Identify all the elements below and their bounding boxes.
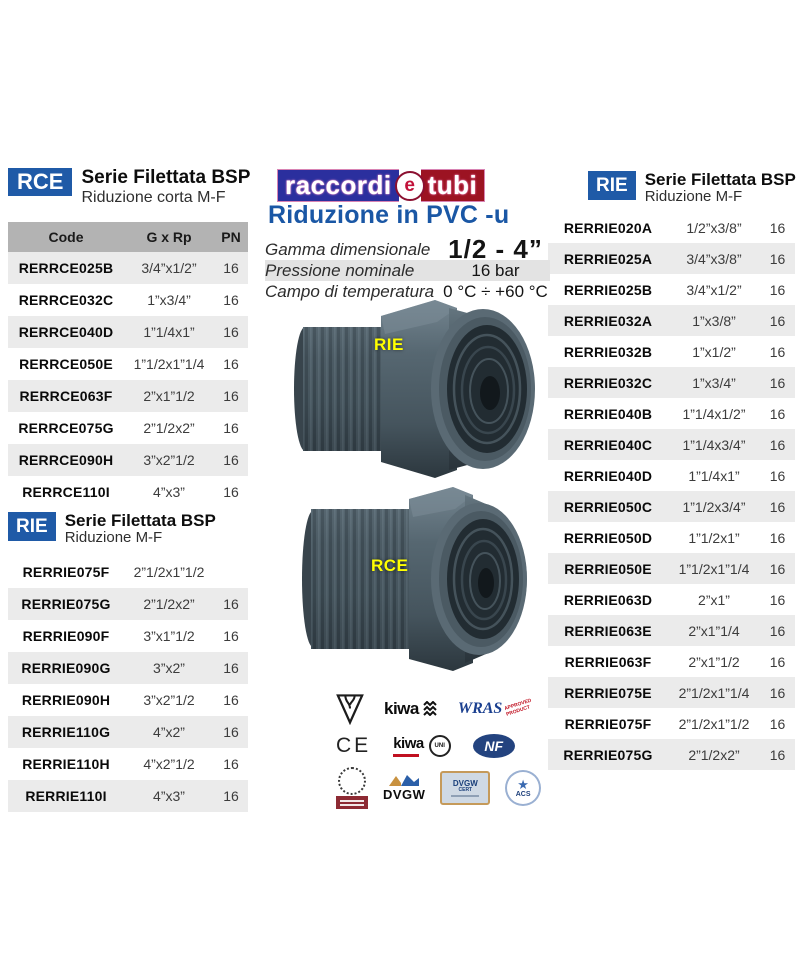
row-pn: 16 [769, 250, 786, 267]
product-photo-rce [297, 483, 531, 675]
brand-logo [277, 170, 485, 201]
dvgw-cert-label: DVGW [452, 778, 478, 788]
row-code: RERRIE050C [563, 498, 653, 515]
wras-sub-label: APPROVED PRODUCT [503, 697, 533, 718]
row-size: 1”x3/4” [147, 292, 191, 308]
row-size: 3”x2”1/2 [143, 692, 195, 708]
rce-series-title: Serie Filettata BSP [81, 167, 251, 188]
row-code: RERRIE050E [564, 560, 652, 577]
row-pn: 16 [223, 260, 239, 276]
dvgw-cert-line [451, 795, 479, 797]
row-size: 1”1/4x3/4” [682, 436, 746, 453]
row-code: RERRCE025B [18, 260, 114, 276]
row-code: RERRIE063E [564, 622, 652, 639]
cert-row-2 [336, 734, 541, 758]
cert-row-3 [336, 767, 541, 809]
bureau-veritas-seal-icon [338, 767, 366, 795]
spec-label: Campo di temperatura [265, 281, 435, 301]
wras-mark [457, 697, 533, 718]
table-row [548, 398, 795, 429]
row-size: 2”x1” [698, 591, 730, 608]
table-row [548, 212, 795, 243]
table-row [548, 305, 795, 336]
row-code: RERRIE090G [21, 660, 111, 676]
row-code: RERRIE040B [563, 405, 653, 422]
row-pn: 16 [769, 653, 786, 670]
table-row [548, 336, 795, 367]
row-pn: 16 [223, 724, 239, 740]
row-size: 1”1/2x1”1/4 [133, 356, 205, 372]
iip-triangle-icon [336, 692, 364, 725]
table-row [548, 491, 795, 522]
row-code: RERRIE075G [563, 746, 653, 763]
row-size: 1”1/4x1” [688, 467, 740, 484]
table-row [8, 380, 248, 412]
row-size: 4”x3” [153, 484, 185, 500]
dvgw-cert-sublabel: CERT [458, 786, 473, 793]
rie-right-series-title: Serie Filettata BSP [644, 170, 796, 189]
row-pn: 16 [223, 788, 239, 804]
row-code: RERRIE040C [563, 436, 653, 453]
rie-left-series-subtitle: Riduzione M-F [64, 529, 163, 547]
certification-logos [336, 692, 541, 809]
table-row [8, 252, 248, 284]
row-size: 2”x1”1/4 [688, 622, 740, 639]
row-pn: 16 [769, 312, 786, 329]
row-code: RERRIE032C [563, 374, 653, 391]
table-row [548, 367, 795, 398]
row-size: 3”x2”1/2 [143, 452, 195, 468]
row-code: RERRIE020A [563, 219, 653, 236]
row-size: 2”1/2x2” [143, 596, 195, 612]
table-row [548, 243, 795, 274]
row-pn: 16 [769, 219, 786, 236]
row-pn: 16 [769, 436, 786, 453]
row-pn: 16 [223, 420, 239, 436]
spec-label: Pressione nominale [265, 260, 415, 280]
row-code: RERRIE075F [564, 715, 652, 732]
row-code: RERRIE090H [21, 692, 111, 708]
kiwa-label: kiwa [384, 698, 419, 718]
row-code: RERRCE110I [22, 484, 110, 500]
row-pn: 16 [223, 484, 239, 500]
table-row [8, 444, 248, 476]
dvgw-label: DVGW [383, 787, 426, 802]
row-code: RERRIE032A [563, 312, 653, 329]
table-row [548, 615, 795, 646]
table-row [8, 748, 248, 780]
table-row [8, 780, 248, 812]
row-size: 1”1/4x1” [143, 324, 195, 340]
row-pn: 16 [223, 756, 239, 772]
row-code: RERRIE032B [563, 343, 653, 360]
brand-logo-raccordi: raccordi [277, 169, 399, 202]
row-size: 2”1/2x1”1/4 [678, 684, 750, 701]
acs-star-icon: ★ [517, 777, 529, 792]
kiwa-label: kiwa [393, 735, 424, 752]
nf-mark: NF [473, 734, 515, 758]
row-pn: 16 [223, 660, 239, 676]
row-size: 3/4”x1/2” [141, 260, 197, 276]
cert-row-1 [336, 692, 541, 725]
row-code: RERRIE063F [564, 653, 652, 670]
bureau-veritas-mark [336, 767, 368, 809]
dvgw-mark [383, 774, 425, 802]
row-pn: 16 [769, 343, 786, 360]
row-pn: 16 [769, 498, 786, 515]
rie-right-badge: RIE [588, 171, 636, 200]
row-size: 2”1/2x2” [143, 420, 195, 436]
rce-col-gxrp: G x Rp [146, 229, 192, 245]
table-row [8, 588, 248, 620]
product-photo-rie [289, 292, 537, 486]
table-row [8, 476, 248, 508]
row-code: RERRIE040D [563, 467, 653, 484]
table-row [8, 716, 248, 748]
row-size: 1”1/2x1”1/4 [678, 560, 750, 577]
table-row [8, 652, 248, 684]
row-pn: 16 [223, 628, 239, 644]
table-row [8, 684, 248, 716]
product-label-rie: RIE [374, 335, 404, 354]
table-row [548, 646, 795, 677]
rce-col-code: Code [48, 229, 84, 245]
row-pn: 16 [223, 452, 239, 468]
rce-series-subtitle: Riduzione corta M-F [81, 188, 226, 206]
spec-label: Gamma dimensionale [265, 239, 431, 259]
row-code: RERRIE063D [563, 591, 653, 608]
rie-left-series-header [8, 512, 216, 547]
rie-right-series-header [588, 171, 796, 206]
ce-mark: CE [336, 734, 372, 757]
row-pn: 16 [223, 596, 239, 612]
row-code: RERRIE110H [22, 756, 110, 772]
table-row [8, 620, 248, 652]
rce-badge: RCE [8, 168, 72, 196]
row-code: RERRIE025A [563, 250, 653, 267]
table-row [8, 284, 248, 316]
bureau-veritas-box-icon [336, 796, 368, 809]
rie-right-table [548, 212, 795, 770]
dvgw-wave-icon [387, 774, 421, 787]
table-row [548, 522, 795, 553]
acs-label: ACS [515, 791, 531, 798]
row-code: RERRIE090F [22, 628, 110, 644]
wras-label: WRAS [457, 699, 503, 717]
kiwa-uni-mark [393, 735, 451, 757]
row-code: RERRCE032C [18, 292, 114, 308]
row-pn: 16 [769, 622, 786, 639]
row-size: 3”x1”1/2 [143, 628, 195, 644]
row-pn: 16 [769, 715, 786, 732]
row-size: 1”x3/8” [692, 312, 736, 329]
row-code: RERRCE050E [19, 356, 113, 372]
row-pn: 16 [769, 529, 786, 546]
row-code: RERRCE063F [19, 388, 113, 404]
row-pn: 16 [769, 374, 786, 391]
row-code: RERRIE075G [21, 596, 111, 612]
spec-value: 1/2 - 4” [448, 234, 543, 264]
row-pn: 16 [223, 356, 239, 372]
acs-mark [505, 770, 541, 806]
rie-left-table [8, 556, 248, 812]
row-size: 1”1/2x1” [688, 529, 740, 546]
table-row [548, 553, 795, 584]
spec-value: 16 bar [471, 260, 520, 280]
row-pn: 16 [223, 388, 239, 404]
table-row [548, 460, 795, 491]
row-code: RERRIE075E [564, 684, 652, 701]
table-row [548, 677, 795, 708]
rce-col-pn: PN [221, 229, 241, 245]
row-size: 4”x2” [153, 724, 185, 740]
table-row [8, 412, 248, 444]
row-size: 1/2”x3/8” [686, 219, 742, 236]
row-size: 2”x1”1/2 [688, 653, 740, 670]
row-size: 4”x2”1/2 [143, 756, 195, 772]
spec-row-pressione [265, 260, 550, 281]
row-pn: 16 [769, 560, 786, 577]
row-size: 1”1/2x3/4” [682, 498, 746, 515]
row-pn: 16 [223, 692, 239, 708]
row-size: 3/4”x1/2” [686, 281, 742, 298]
row-pn: 16 [223, 292, 239, 308]
brand-logo-tubi: tubi [421, 169, 486, 202]
spec-row-gamma [265, 234, 550, 264]
table-row [548, 708, 795, 739]
rie-right-series-subtitle: Riduzione M-F [644, 188, 743, 206]
row-pn: 16 [769, 467, 786, 484]
table-row [8, 348, 248, 380]
page-title: Riduzione in PVC -u [268, 201, 510, 229]
kiwa-mark [384, 699, 438, 719]
row-size: 2”1/2x2” [688, 746, 740, 763]
rie-left-badge: RIE [8, 512, 56, 541]
row-code: RERRIE110I [25, 788, 107, 804]
row-code: RERRIE050D [563, 529, 653, 546]
uni-mark: UNI [429, 735, 451, 757]
row-code: RERRCE040D [18, 324, 114, 340]
table-row [8, 556, 248, 588]
rce-table [8, 252, 248, 508]
brand-logo-e-icon: e [395, 171, 425, 201]
row-pn: 16 [769, 591, 786, 608]
row-size: 1”x3/4” [692, 374, 736, 391]
row-size: 1”x1/2” [692, 343, 736, 360]
table-row [548, 429, 795, 460]
row-pn: 16 [223, 324, 239, 340]
row-size: 2”1/2x1”1/2 [133, 564, 205, 580]
row-size: 3/4”x3/8” [686, 250, 742, 267]
row-code: RERRIE025B [563, 281, 653, 298]
row-pn: 16 [769, 684, 786, 701]
dvgw-cert-mark [440, 771, 490, 805]
rce-series-header [8, 168, 250, 206]
row-pn: 16 [769, 281, 786, 298]
row-size: 2”x1”1/2 [143, 388, 195, 404]
row-size: 4”x3” [153, 788, 185, 804]
spec-value: 0 °C ÷ +60 °C [443, 281, 548, 301]
row-size: 3”x2” [153, 660, 185, 676]
kiwa-wave-icon [423, 701, 438, 716]
row-size: 2”1/2x1”1/2 [678, 715, 750, 732]
rce-table-header [8, 222, 248, 252]
row-code: RERRIE110G [21, 724, 111, 740]
row-pn: 16 [769, 746, 786, 763]
table-row [548, 739, 795, 770]
row-size: 1”1/4x1/2” [682, 405, 746, 422]
row-pn: 16 [769, 405, 786, 422]
table-row [8, 316, 248, 348]
row-code: RERRCE090H [18, 452, 114, 468]
table-row [548, 584, 795, 615]
kiwa-code-line [393, 754, 419, 757]
row-code: RERRIE075F [22, 564, 110, 580]
rie-left-series-title: Serie Filettata BSP [64, 511, 216, 530]
product-label-rce: RCE [371, 556, 409, 575]
table-row [548, 274, 795, 305]
row-code: RERRCE075G [18, 420, 114, 436]
